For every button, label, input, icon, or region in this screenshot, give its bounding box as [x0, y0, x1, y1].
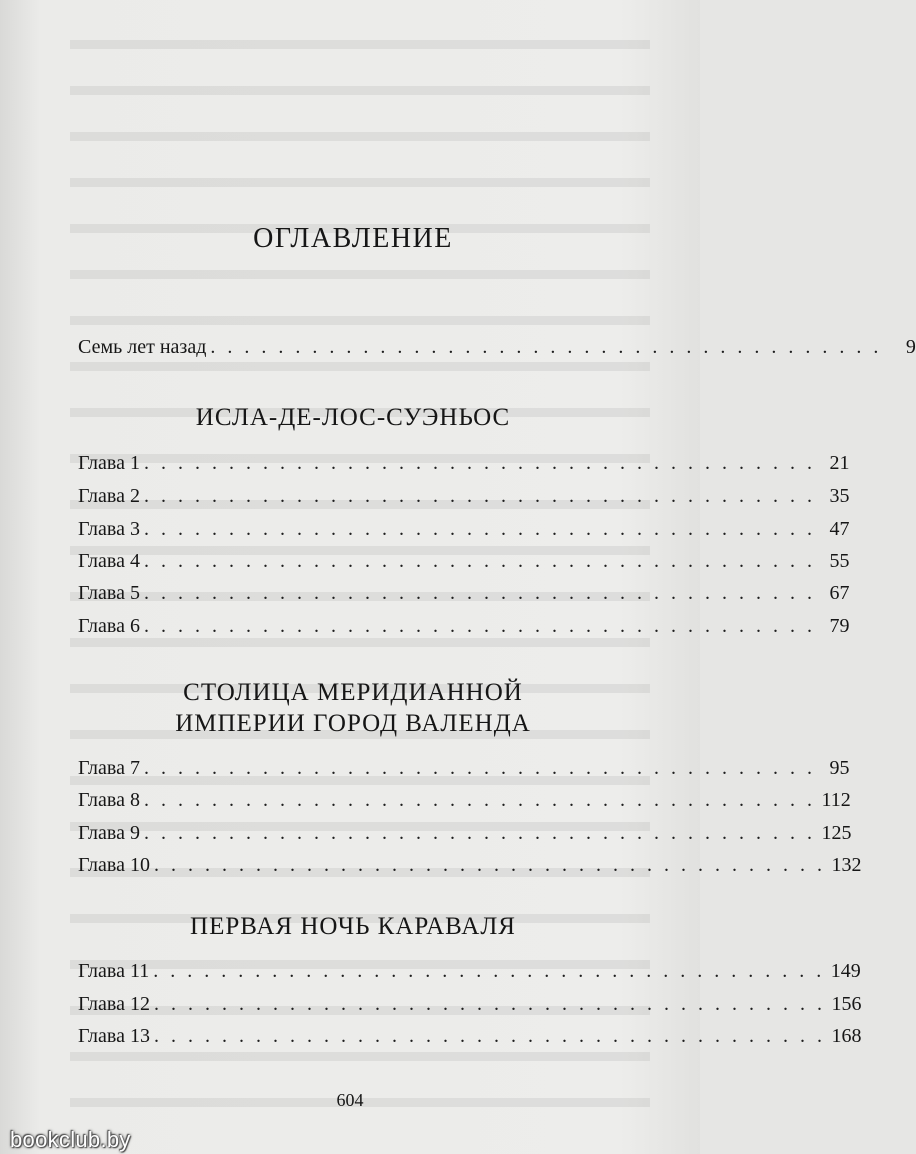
toc-entry-page: 55: [829, 550, 850, 572]
toc-entry-label: Глава 6: [78, 615, 140, 637]
toc-entry: [78, 578, 850, 608]
section-heading-line-2: ИМПЕРИИ ГОРОД ВАЛЕНДА: [175, 710, 531, 737]
dot-leader: . . . . . . . . . . . . . . . . . . . . . . . . . . . . . . . . . . . . . . . .: [143, 582, 816, 604]
dot-leader: . . . . . . . . . . . . . . . . . . . . . . . . . . . . . . . . . . . . . . . .: [153, 993, 826, 1015]
toc-entry: [78, 514, 850, 544]
toc-entry-label: Глава 13: [78, 1025, 150, 1047]
toc-entry-page: 35: [829, 485, 850, 507]
section-heading: СТОЛИЦА МЕРИДИАННОЙ: [183, 679, 523, 706]
section-heading: ИСЛА-ДЕ-ЛОС-СУЭНЬОС: [195, 404, 511, 431]
dot-leader: . . . . . . . . . . . . . . . . . . . . . . . . . . . . . . . . . . . . . . . .: [143, 485, 816, 507]
toc-entry: [78, 956, 861, 986]
section-heading: ПЕРВАЯ НОЧЬ КАРАВАЛЯ: [190, 913, 516, 940]
dot-leader: . . . . . . . . . . . . . . . . . . . . . . . . . . . . . . . . . . . . . . . .: [143, 822, 816, 844]
watermark: bookclub.by: [10, 1127, 131, 1152]
toc-entry-page: 21: [829, 452, 850, 474]
toc-entry-label: Глава 1: [78, 452, 140, 474]
dot-leader: . . . . . . . . . . . . . . . . . . . . . . . . . . . . . . . . . . . . . . . .: [143, 789, 816, 811]
toc-entry: [78, 1021, 862, 1051]
toc-entry: [78, 481, 850, 511]
toc-entry-page: 79: [829, 615, 850, 637]
toc-entry-label: Глава 12: [78, 993, 150, 1015]
dot-leader: . . . . . . . . . . . . . . . . . . . . . . . . . . . . . . . . . . . . . . . .: [143, 452, 816, 474]
toc-entry-label: Семь лет назад: [78, 336, 207, 358]
toc-entry-page: 125: [821, 822, 852, 844]
dot-leader: . . . . . . . . . . . . . . . . . . . . . . . . . . . . . . . . . . . . . . . .: [143, 518, 816, 540]
toc-entry-page: 47: [829, 518, 850, 540]
dot-leader: . . . . . . . . . . . . . . . . . . . . . . . . . . . . . . . . . . . . . . . .: [153, 960, 825, 982]
toc-entry: [78, 850, 862, 880]
toc-entry: [78, 546, 850, 576]
toc-entry-page: 67: [829, 582, 850, 604]
toc-entry: [78, 818, 852, 848]
toc-entry-label: Глава 5: [78, 582, 140, 604]
toc-entry-page: 9: [905, 336, 916, 358]
dot-leader: . . . . . . . . . . . . . . . . . . . . . . . . . . . . . . . . . . . . . . . .: [143, 757, 816, 779]
toc-entry-label: Глава 10: [78, 854, 150, 876]
dot-leader: . . . . . . . . . . . . . . . . . . . . . . . . . . . . . . . . . . . . . . . .: [153, 854, 826, 876]
toc-entry-page: 149: [830, 960, 861, 982]
dot-leader: . . . . . . . . . . . . . . . . . . . . . . . . . . . . . . . . . . . . . . . .: [210, 336, 882, 358]
dot-leader: . . . . . . . . . . . . . . . . . . . . . . . . . . . . . . . . . . . . . . . .: [143, 615, 816, 637]
toc-entry: [78, 611, 850, 641]
page-number: 604: [336, 1090, 364, 1110]
toc-entry: [78, 448, 850, 478]
toc-entry-label: Глава 8: [78, 789, 140, 811]
dot-leader: . . . . . . . . . . . . . . . . . . . . . . . . . . . . . . . . . . . . . . . .: [143, 550, 816, 572]
toc-entry-page: 156: [831, 993, 862, 1015]
toc-entry-label: Глава 3: [78, 518, 140, 540]
toc-title: ОГЛАВЛЕНИЕ: [253, 223, 453, 254]
dot-leader: . . . . . . . . . . . . . . . . . . . . . . . . . . . . . . . . . . . . . . . .: [153, 1025, 826, 1047]
toc-entry: [78, 785, 851, 815]
toc-entry: [78, 753, 850, 783]
toc-entry-label: Глава 11: [78, 960, 150, 982]
toc-entry-page: 132: [831, 854, 862, 876]
toc-entry-page: 112: [821, 789, 851, 811]
toc-entry-page: 168: [831, 1025, 862, 1047]
toc-entry-page: 95: [829, 757, 850, 779]
toc-entry-prologue: [78, 332, 916, 362]
toc-entry-label: Глава 9: [78, 822, 140, 844]
toc-entry-label: Глава 4: [78, 550, 140, 572]
toc-entry-label: Глава 7: [78, 757, 140, 779]
toc-entry: [78, 989, 862, 1019]
toc-entry-label: Глава 2: [78, 485, 140, 507]
